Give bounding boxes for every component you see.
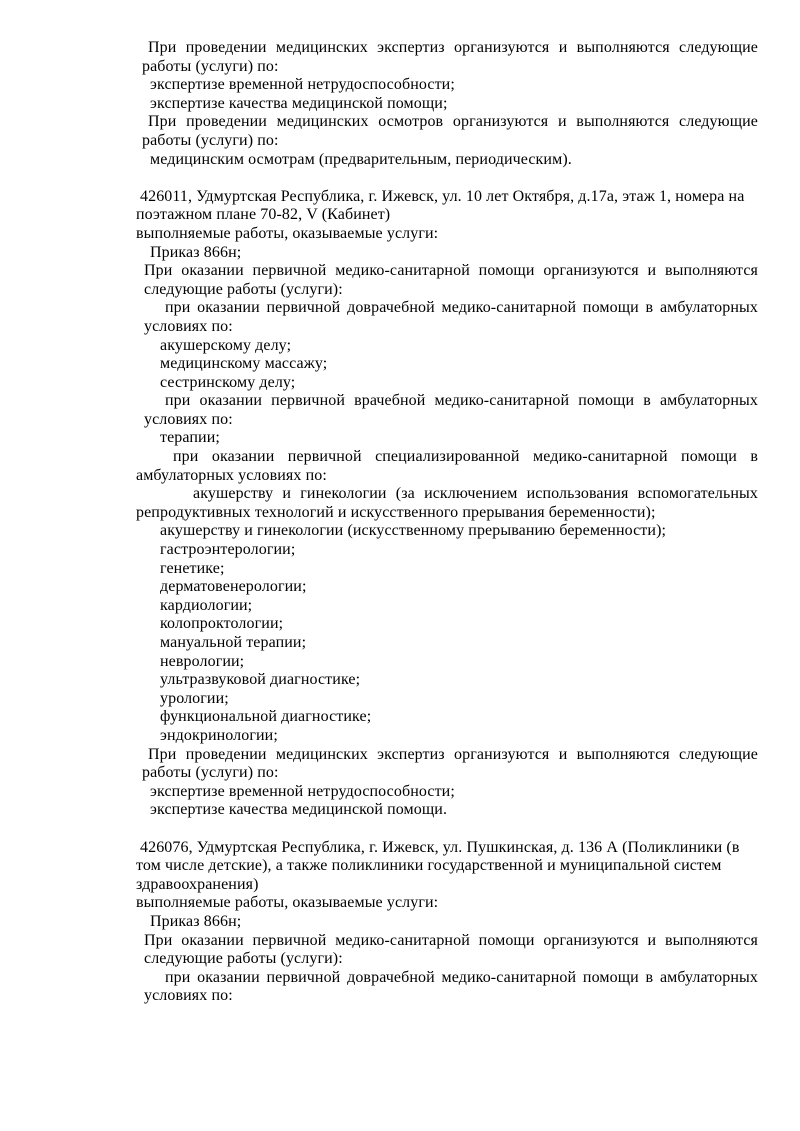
text-line: При проведении медицинских осмотров организуются и выполняются следующие <box>148 113 758 131</box>
text-line: эндокринологии; <box>160 726 278 744</box>
text-line: условиях по: <box>144 410 233 428</box>
text-line: выполняемые работы, оказываемые услуги: <box>136 224 439 242</box>
text-line: выполняемые работы, оказываемые услуги: <box>136 894 439 912</box>
text-line: При оказании первичной медико-санитарной помощи организуются и выполняются <box>144 931 758 949</box>
text-line: экспертизе временной нетрудоспособности; <box>150 782 455 800</box>
text-line: сестринскому делу; <box>160 373 296 391</box>
text-line: экспертизе временной нетрудоспособности; <box>150 76 455 94</box>
text-line: следующие работы (услуги): <box>144 280 343 298</box>
text-line: гастроэнтерологии; <box>160 541 296 559</box>
text-line: условиях по: <box>144 317 233 335</box>
text-line: терапии; <box>160 429 220 447</box>
text-line: работы (услуги) по: <box>142 131 279 149</box>
text-line: репродуктивных технологий и искусственного прерывания беременности); <box>136 503 656 521</box>
paragraph-gap <box>136 169 758 188</box>
text-line: при оказании первичной врачебной медико-санитарной помощи в амбулаторных <box>165 392 758 410</box>
text-line: работы (услуги) по: <box>142 764 279 782</box>
text-line: медицинскому массажу; <box>160 355 328 373</box>
text-line: мануальной терапии; <box>160 634 307 651</box>
text-line: неврологии; <box>160 652 245 670</box>
text-line: При оказании первичной медико-санитарной помощи организуются и выполняются <box>144 262 758 280</box>
text-line: функциональной диагностике; <box>160 708 372 726</box>
text-line: 426076, Удмуртская Республика, г. Ижевск, ул. Пушкинская, д. 136 А (Поликлиники (в <box>140 838 740 856</box>
text-line: условиях по: <box>144 987 233 1005</box>
text-line: При проведении медицинских экспертиз организуются и выполняются следующие <box>148 745 758 763</box>
text-line: акушерству и гинекологии (искусственному прерыванию беременности); <box>160 522 667 540</box>
text-line: дерматовенерологии; <box>160 578 307 596</box>
text-line: поэтажном плане 70-82, V (Кабинет) <box>136 206 391 224</box>
text-line: работы (услуги) по: <box>142 57 279 75</box>
text-line: при оказании первичной специализированной медико-санитарной помощи в <box>173 448 758 466</box>
text-line: кардиологии; <box>160 596 253 614</box>
text-line: колопроктологии; <box>160 615 284 633</box>
text-line: 426011, Удмуртская Республика, г. Ижевск, ул. 10 лет Октября, д.17а, этаж 1, номера на <box>140 187 745 205</box>
text-line: При проведении медицинских экспертиз организуются и выполняются следующие <box>148 39 758 56</box>
text-line: Приказ 866н; <box>150 912 242 930</box>
paragraph-gap <box>136 820 758 839</box>
text-line: Приказ 866н; <box>150 243 242 261</box>
text-line: экспертизе качества медицинской помощи; <box>150 94 448 112</box>
text-line: медицинским осмотрам (предварительным, периодическим). <box>150 150 572 168</box>
text-line: генетике; <box>160 559 225 577</box>
text-line: ультразвуковой диагностике; <box>160 671 361 689</box>
text-line: акушерскому делу; <box>160 336 292 354</box>
text-line: при оказании первичной доврачебной медико-санитарной помощи в амбулаторных <box>165 299 758 317</box>
text-line: урологии; <box>160 689 229 707</box>
text-line: акушерству и гинекологии (за исключением использования вспомогательных <box>193 485 758 503</box>
text-line: экспертизе качества медицинской помощи. <box>150 801 448 819</box>
text-line: здравоохранения) <box>136 875 259 893</box>
text-line: при оказании первичной доврачебной медико-санитарной помощи в амбулаторных <box>165 968 758 986</box>
text-line: следующие работы (услуги): <box>144 950 343 968</box>
text-line: амбулаторных условиях по: <box>136 466 327 484</box>
text-line: том числе детские), а также поликлиники государственной и муниципальной систем <box>136 857 722 875</box>
document-content <box>136 39 758 1006</box>
